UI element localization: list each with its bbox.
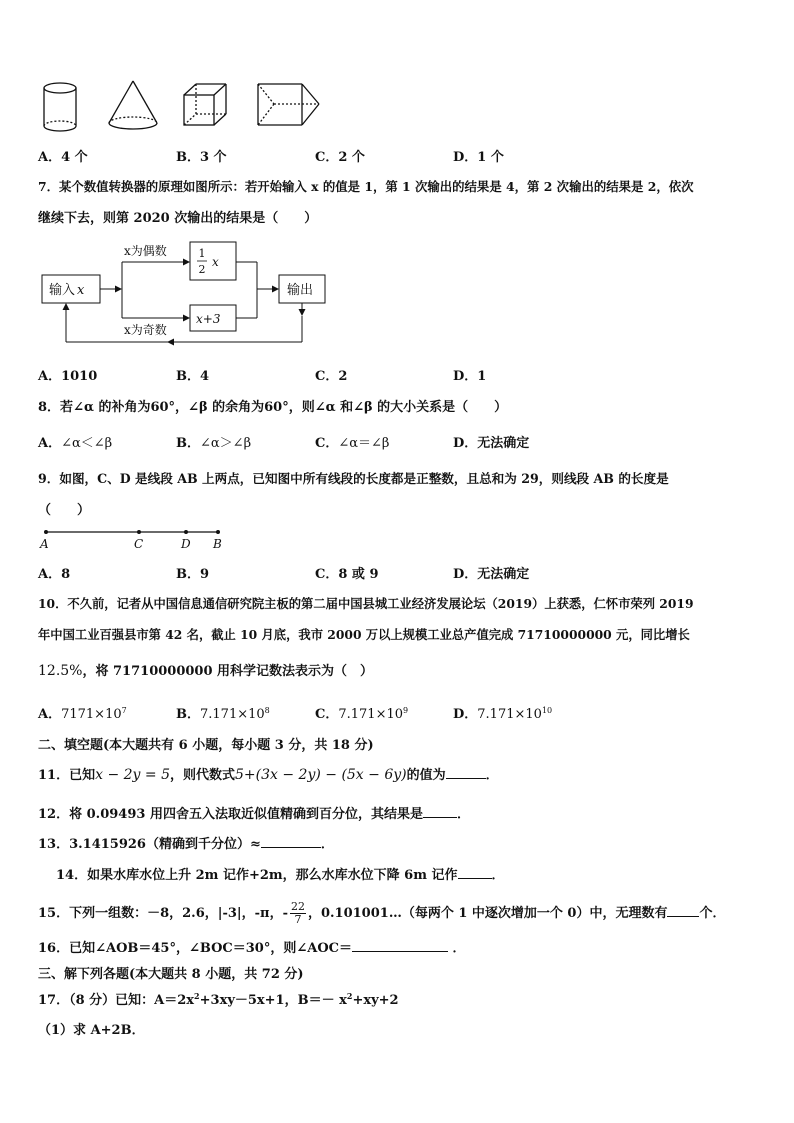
- q17-part1: （1）求 A+2B．: [38, 1023, 145, 1038]
- q10-stem-line2: 年中国工业百强县市第 42 名，截止 10 月底，我市 2000 万以上规模工业总产值完成 71710000000 元，同比增长: [38, 627, 690, 642]
- q14-blank: [458, 866, 492, 879]
- q10-option-d: D．$7.171\times 10^{10}$: [453, 706, 553, 722]
- q11: 11．已知x − 2y = 5，则代数式5+(3x − 2y) − (5x − 6y)的值为 ．: [38, 767, 499, 783]
- q14: 14．如果水库水位上升 2m 记作+2m，那么水库水位下降 6m 记作 ．: [56, 868, 505, 883]
- q9-option-a: A．8: [38, 567, 71, 582]
- q12-blank: [423, 805, 457, 818]
- q10-stem-line1: 10．不久前，记者从中国信息通信研究院主板的第二届中国县城工业经济发展论坛（2019）上获悉，仁怀市荣列 2019: [38, 596, 694, 611]
- point-d: D: [181, 537, 191, 551]
- svg-text:输入x: [49, 282, 85, 298]
- section-3-heading: 三、解下列各题(本大题共 8 小题，共 72 分): [38, 967, 304, 982]
- q9-stem: 9．如图，C、D 是线段 AB 上两点，已知图中所有线段的长度都是正整数，且总和为 29，则线段 AB 的长度是: [38, 471, 669, 486]
- q17-stem: 17．（8 分）已知：$A=2x^2+3xy-5x+1$，$B=- x^2+xy+2$: [38, 991, 399, 1008]
- q15-blank: [667, 904, 699, 917]
- q9-segment-figure: [36, 524, 236, 554]
- prism-figure: [258, 84, 319, 125]
- q9-paren: （ ）: [38, 503, 91, 518]
- q6-option-a: A．4 个: [38, 150, 88, 165]
- half-den: 2: [198, 263, 206, 276]
- q7-flowchart: [36, 238, 336, 350]
- q8-option-b: B．∠α＞∠β: [176, 436, 252, 451]
- even-label: x为偶数: [124, 244, 167, 258]
- q7-stem-line1: 7．某个数值转换器的原理如图所示：若开始输入 x 的值是 1，第 1 次输出的结果是 4，第 2 次输出的结果是 2，依次: [38, 179, 694, 194]
- q12: 12．将 0.09493 用四舍五入法取近似值精确到百分位，其结果是 ．: [38, 807, 470, 822]
- section-2-heading: 二、填空题(本大题共有 6 小题，每小题 3 分，共 18 分): [38, 738, 374, 753]
- cone-figure: [109, 81, 157, 129]
- q10-option-c: C．$7.171\times 10^9$: [315, 706, 409, 722]
- q16: 16．已知∠AOB＝45°，∠BOC＝30°，则∠AOC＝ ．: [38, 941, 466, 956]
- q10-stem-line3: 12.5%，将 71710000000 用科学记数法表示为（ ）: [38, 663, 374, 679]
- q8-stem: 8．若∠α 的补角为60°，∠β 的余角为60°，则∠α 和∠β 的大小关系是（ ）: [38, 400, 508, 415]
- q16-blank: [352, 939, 448, 952]
- solid-figures: [36, 78, 336, 138]
- point-b: B: [213, 537, 222, 551]
- input-var: x: [77, 283, 85, 298]
- q7-option-b: B．4: [176, 369, 210, 384]
- point-a: A: [40, 537, 49, 551]
- half-var: x: [212, 255, 219, 269]
- q7-option-d: D．1: [453, 369, 487, 384]
- q6-option-c: C．2 个: [315, 150, 365, 165]
- q8-option-d: D．无法确定: [453, 436, 530, 451]
- q8-option-a: A．∠α＜∠β: [38, 436, 113, 451]
- q7-stem-line2: 继续下去，则第 2020 次输出的结果是（ ）: [38, 211, 318, 226]
- output-label: 输出: [287, 283, 314, 298]
- q13-blank: [261, 835, 321, 848]
- point-c: C: [134, 537, 144, 551]
- half-num: 1: [198, 247, 206, 260]
- q6-option-b: B．3 个: [176, 150, 227, 165]
- q11-blank: [446, 766, 486, 779]
- odd-label: x为奇数: [124, 323, 167, 337]
- cube-figure: [184, 84, 226, 125]
- input-label: 输入: [49, 283, 76, 298]
- q10-option-a: A．$7171\times 10^7$: [38, 706, 127, 722]
- q8-option-c: C．∠α＝∠β: [315, 436, 390, 451]
- q10-option-b: B．$7.171\times 10^8$: [176, 706, 270, 722]
- q13: 13．3.1415926（精确到千分位）≈ ．: [38, 837, 334, 852]
- plus3-label: x+3: [196, 312, 221, 326]
- q9-option-b: B．9: [176, 567, 210, 582]
- q9-option-c: C．8 或 9: [315, 567, 379, 582]
- q7-option-c: C．2: [315, 369, 348, 384]
- q6-option-d: D．1 个: [453, 150, 504, 165]
- q15: 15．下列一组数：－8，2.6，|-3|，-π，- $\frac{22}{7}$ ，0.101001…（每两个 1 中逐次增加一个 0）中，无理数有 个．: [38, 900, 726, 926]
- cylinder-figure: [44, 83, 76, 131]
- q9-option-d: D．无法确定: [453, 567, 530, 582]
- q7-option-a: A．1010: [38, 369, 98, 384]
